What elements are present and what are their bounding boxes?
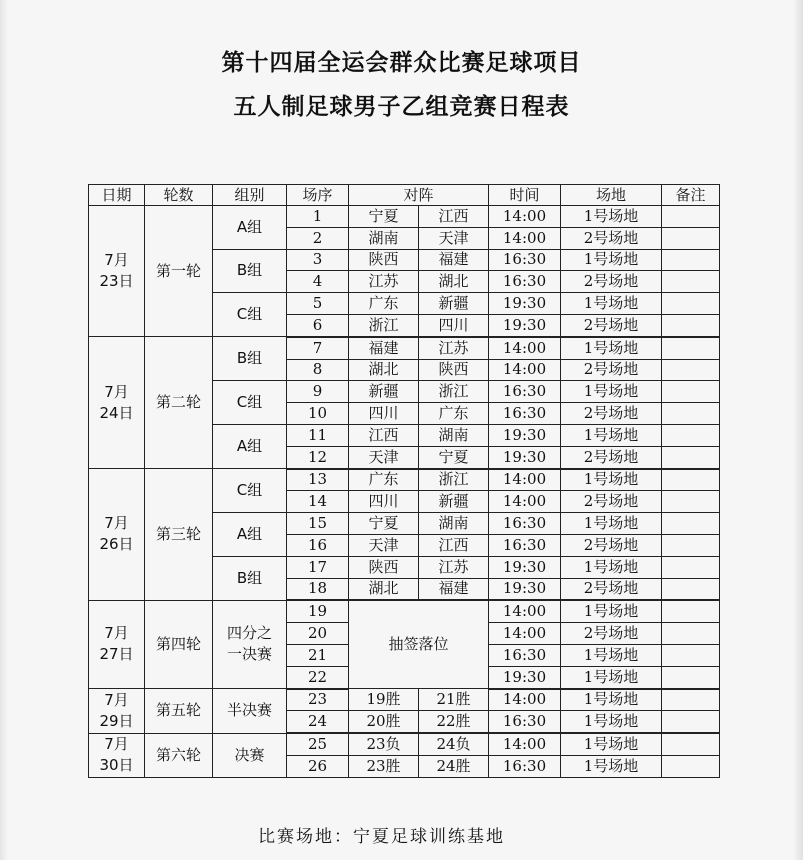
seq-cell: 16 — [287, 534, 349, 556]
seq-cell: 5 — [287, 293, 349, 315]
note-cell — [662, 249, 720, 271]
team-home-cell: 天津 — [349, 534, 419, 556]
time-cell: 14:00 — [489, 469, 561, 491]
venue-cell: 1号场地 — [561, 513, 662, 535]
group-cell: A组 — [213, 206, 287, 250]
date-day: 27日 — [99, 645, 134, 664]
team-away-cell: 新疆 — [419, 293, 489, 315]
venue-cell: 2号场地 — [561, 314, 662, 336]
time-cell: 14:00 — [489, 623, 561, 645]
time-cell: 14:00 — [489, 337, 561, 359]
seq-cell: 8 — [287, 359, 349, 381]
team-away-cell: 福建 — [419, 578, 489, 600]
team-home-cell: 宁夏 — [349, 513, 419, 535]
round-cell: 第一轮 — [145, 206, 213, 337]
group-cell: 决赛 — [213, 733, 287, 777]
team-away-cell: 江苏 — [419, 556, 489, 578]
team-away-cell: 四川 — [419, 314, 489, 336]
seq-cell: 12 — [287, 446, 349, 468]
time-cell: 14:00 — [489, 227, 561, 249]
team-home-cell: 20胜 — [349, 711, 419, 733]
team-home-cell: 湖南 — [349, 227, 419, 249]
header-time: 时间 — [489, 185, 561, 206]
venue-cell: 1号场地 — [561, 249, 662, 271]
venue-cell: 1号场地 — [561, 755, 662, 777]
venue-cell: 2号场地 — [561, 403, 662, 425]
venue-cell: 2号场地 — [561, 491, 662, 513]
table-row — [89, 206, 720, 228]
note-cell — [662, 446, 720, 468]
seq-cell: 20 — [287, 623, 349, 645]
team-home-cell: 陕西 — [349, 556, 419, 578]
venue-cell: 2号场地 — [561, 271, 662, 293]
seq-cell: 1 — [287, 206, 349, 228]
header-venue: 场地 — [561, 185, 662, 206]
team-away-cell: 24胜 — [419, 755, 489, 777]
group-cell: C组 — [213, 469, 287, 513]
seq-cell: 19 — [287, 600, 349, 622]
header-matchup: 对阵 — [349, 185, 489, 206]
note-cell — [662, 359, 720, 381]
team-away-cell: 福建 — [419, 249, 489, 271]
time-cell: 19:30 — [489, 556, 561, 578]
team-home-cell: 宁夏 — [349, 206, 419, 228]
venue-cell: 1号场地 — [561, 469, 662, 491]
venue-cell: 1号场地 — [561, 711, 662, 733]
time-cell: 14:00 — [489, 600, 561, 622]
seq-cell: 10 — [287, 403, 349, 425]
time-cell: 16:30 — [489, 249, 561, 271]
note-cell — [662, 271, 720, 293]
note-cell — [662, 424, 720, 446]
team-home-cell: 四川 — [349, 491, 419, 513]
note-cell — [662, 227, 720, 249]
venue-cell: 2号场地 — [561, 623, 662, 645]
note-cell — [662, 666, 720, 688]
time-cell: 16:30 — [489, 755, 561, 777]
note-cell — [662, 206, 720, 228]
round-cell: 第六轮 — [145, 733, 213, 777]
note-cell — [662, 491, 720, 513]
team-away-cell: 江苏 — [419, 337, 489, 359]
venue-cell: 1号场地 — [561, 666, 662, 688]
schedule-table — [88, 184, 720, 778]
seq-cell: 15 — [287, 513, 349, 535]
venue-cell: 1号场地 — [561, 689, 662, 711]
time-cell: 16:30 — [489, 271, 561, 293]
header-seq: 场序 — [287, 185, 349, 206]
time-cell: 16:30 — [489, 644, 561, 666]
time-cell: 14:00 — [489, 206, 561, 228]
team-away-cell: 22胜 — [419, 711, 489, 733]
time-cell: 19:30 — [489, 314, 561, 336]
seq-cell: 21 — [287, 644, 349, 666]
group-cell: B组 — [213, 249, 287, 293]
note-cell — [662, 556, 720, 578]
note-cell — [662, 403, 720, 425]
note-cell — [662, 314, 720, 336]
note-cell — [662, 689, 720, 711]
team-away-cell: 天津 — [419, 227, 489, 249]
venue-cell: 1号场地 — [561, 337, 662, 359]
team-home-cell: 湖北 — [349, 359, 419, 381]
table-header-row — [89, 185, 720, 206]
seq-cell: 3 — [287, 249, 349, 271]
venue-cell: 1号场地 — [561, 293, 662, 315]
round-cell: 第五轮 — [145, 689, 213, 734]
seq-cell: 22 — [287, 666, 349, 688]
time-cell: 19:30 — [489, 424, 561, 446]
seq-cell: 4 — [287, 271, 349, 293]
note-cell — [662, 337, 720, 359]
team-home-cell: 浙江 — [349, 314, 419, 336]
time-cell: 19:30 — [489, 293, 561, 315]
date-day: 26日 — [99, 535, 134, 554]
date-month: 7月 — [104, 624, 129, 643]
time-cell: 14:00 — [489, 689, 561, 711]
team-home-cell: 23负 — [349, 733, 419, 755]
time-cell: 14:00 — [489, 491, 561, 513]
group-cell — [213, 600, 287, 688]
venue-footer: 比赛场地：宁夏足球训练基地 — [258, 827, 505, 847]
seq-cell: 2 — [287, 227, 349, 249]
seq-cell: 11 — [287, 424, 349, 446]
time-cell: 14:00 — [489, 359, 561, 381]
table-row — [89, 469, 720, 491]
seq-cell: 6 — [287, 314, 349, 336]
venue-cell: 1号场地 — [561, 424, 662, 446]
round-cell: 第四轮 — [145, 600, 213, 688]
note-cell — [662, 623, 720, 645]
note-cell — [662, 469, 720, 491]
venue-cell: 2号场地 — [561, 446, 662, 468]
time-cell: 16:30 — [489, 711, 561, 733]
group-cell: C组 — [213, 381, 287, 425]
team-home-cell: 四川 — [349, 403, 419, 425]
date-day: 24日 — [99, 403, 134, 422]
date-day: 23日 — [99, 272, 134, 291]
team-away-cell: 浙江 — [419, 469, 489, 491]
note-cell — [662, 644, 720, 666]
table-row — [89, 689, 720, 711]
team-away-cell: 湖南 — [419, 513, 489, 535]
group-label-line-1: 四分之 — [226, 624, 272, 643]
group-label-line-2: 一决赛 — [226, 645, 272, 664]
date-day: 29日 — [99, 711, 134, 730]
team-home-cell: 陕西 — [349, 249, 419, 271]
venue-cell: 2号场地 — [561, 534, 662, 556]
date-month: 7月 — [104, 690, 129, 709]
table-row — [89, 600, 720, 622]
time-cell: 19:30 — [489, 446, 561, 468]
team-away-cell: 21胜 — [419, 689, 489, 711]
group-cell: B组 — [213, 556, 287, 600]
time-cell: 16:30 — [489, 381, 561, 403]
date-month: 7月 — [104, 514, 129, 533]
date-cell — [89, 733, 145, 777]
team-away-cell: 新疆 — [419, 491, 489, 513]
team-home-cell: 福建 — [349, 337, 419, 359]
date-cell — [89, 206, 145, 337]
time-cell: 19:30 — [489, 666, 561, 688]
date-month: 7月 — [104, 251, 129, 270]
table-row — [89, 337, 720, 359]
team-home-cell: 江西 — [349, 424, 419, 446]
note-cell — [662, 755, 720, 777]
round-cell: 第二轮 — [145, 337, 213, 469]
date-month: 7月 — [104, 735, 129, 754]
team-away-cell: 广东 — [419, 403, 489, 425]
seq-cell: 18 — [287, 578, 349, 600]
venue-cell: 1号场地 — [561, 381, 662, 403]
venue-cell: 2号场地 — [561, 227, 662, 249]
date-cell — [89, 337, 145, 469]
group-cell: B组 — [213, 337, 287, 381]
venue-cell: 1号场地 — [561, 600, 662, 622]
date-month: 7月 — [104, 382, 129, 401]
note-cell — [662, 381, 720, 403]
date-cell — [89, 469, 145, 601]
date-cell — [89, 600, 145, 688]
group-cell: C组 — [213, 293, 287, 337]
time-cell: 14:00 — [489, 733, 561, 755]
page-edge-shadow-right — [793, 0, 803, 860]
team-home-cell: 天津 — [349, 446, 419, 468]
group-cell: A组 — [213, 424, 287, 468]
group-cell: 半决赛 — [213, 689, 287, 734]
seq-cell: 17 — [287, 556, 349, 578]
round-cell: 第三轮 — [145, 469, 213, 601]
team-home-cell: 19胜 — [349, 689, 419, 711]
venue-cell: 1号场地 — [561, 733, 662, 755]
team-home-cell: 湖北 — [349, 578, 419, 600]
venue-cell: 1号场地 — [561, 644, 662, 666]
note-cell — [662, 513, 720, 535]
team-away-cell: 24负 — [419, 733, 489, 755]
time-cell: 16:30 — [489, 403, 561, 425]
table-row — [89, 733, 720, 755]
venue-cell: 2号场地 — [561, 578, 662, 600]
date-day: 30日 — [99, 756, 134, 775]
team-home-cell: 江苏 — [349, 271, 419, 293]
seq-cell: 9 — [287, 381, 349, 403]
seq-cell: 13 — [287, 469, 349, 491]
venue-cell: 1号场地 — [561, 556, 662, 578]
header-note: 备注 — [662, 185, 720, 206]
time-cell: 19:30 — [489, 578, 561, 600]
team-home-cell: 23胜 — [349, 755, 419, 777]
team-away-cell: 湖北 — [419, 271, 489, 293]
venue-cell: 2号场地 — [561, 359, 662, 381]
header-round: 轮数 — [145, 185, 213, 206]
seq-cell: 7 — [287, 337, 349, 359]
note-cell — [662, 733, 720, 755]
team-away-cell: 浙江 — [419, 381, 489, 403]
time-cell: 16:30 — [489, 534, 561, 556]
team-away-cell: 江西 — [419, 206, 489, 228]
document-title-line-2: 五人制足球男子乙组竞赛日程表 — [233, 94, 570, 120]
page-edge-shadow-left — [0, 0, 8, 860]
note-cell — [662, 293, 720, 315]
venue-cell: 1号场地 — [561, 206, 662, 228]
team-home-cell: 广东 — [349, 469, 419, 491]
draw-placement-cell: 抽签落位 — [349, 600, 489, 688]
document-title-line-1: 第十四届全运会群众比赛足球项目 — [221, 50, 582, 76]
team-home-cell: 广东 — [349, 293, 419, 315]
header-group: 组别 — [213, 185, 287, 206]
team-away-cell: 湖南 — [419, 424, 489, 446]
team-home-cell: 新疆 — [349, 381, 419, 403]
note-cell — [662, 711, 720, 733]
seq-cell: 26 — [287, 755, 349, 777]
team-away-cell: 陕西 — [419, 359, 489, 381]
group-cell: A组 — [213, 513, 287, 557]
note-cell — [662, 600, 720, 622]
team-away-cell: 江西 — [419, 534, 489, 556]
seq-cell: 23 — [287, 689, 349, 711]
seq-cell: 14 — [287, 491, 349, 513]
header-date: 日期 — [89, 185, 145, 206]
seq-cell: 25 — [287, 733, 349, 755]
time-cell: 16:30 — [489, 513, 561, 535]
team-away-cell: 宁夏 — [419, 446, 489, 468]
seq-cell: 24 — [287, 711, 349, 733]
note-cell — [662, 534, 720, 556]
note-cell — [662, 578, 720, 600]
date-cell — [89, 689, 145, 734]
